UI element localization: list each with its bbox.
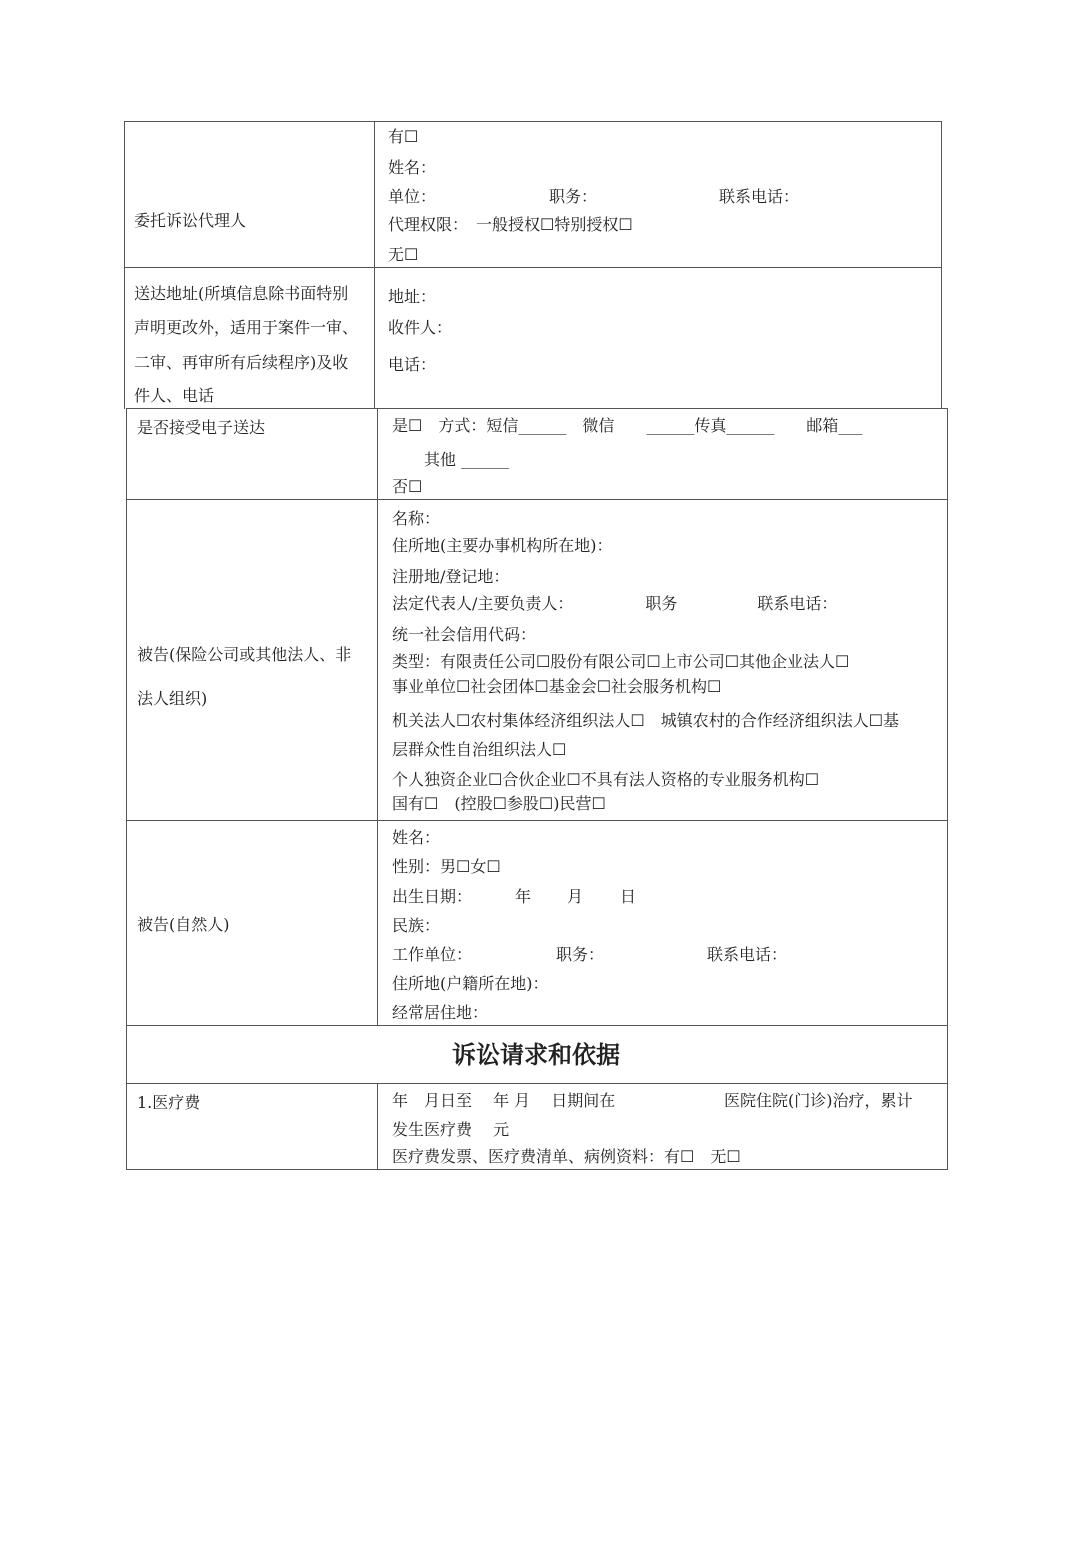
agent-none-checkbox[interactable]: 无☐ bbox=[388, 245, 419, 264]
org-name-field[interactable]: 名称： bbox=[392, 509, 441, 528]
address-phone-field[interactable]: 电话： bbox=[388, 355, 437, 374]
org-type-options[interactable]: 层群众性自治组织法人☐ bbox=[392, 740, 567, 759]
defendant-person-label: 被告(自然人) bbox=[137, 915, 230, 934]
birth-month-label: 月 bbox=[567, 887, 584, 906]
border-line bbox=[126, 1083, 948, 1084]
claims-section-title: 诉讼请求和依据 bbox=[452, 1040, 620, 1069]
treatment-period-field[interactable]: 年 月日至 年 月 日期间在 bbox=[392, 1091, 616, 1110]
agent-authority-options[interactable]: 代理权限： 一般授权☐特别授权☐ bbox=[388, 215, 633, 234]
org-type-options[interactable]: 事业单位☐社会团体☐基金会☐社会服务机构☐ bbox=[392, 677, 722, 696]
person-ethnicity-field[interactable]: 民族： bbox=[392, 916, 441, 935]
agent-has-checkbox[interactable]: 有☐ bbox=[388, 127, 419, 146]
person-workplace-field[interactable]: 工作单位： bbox=[392, 945, 473, 964]
hospital-treatment-text: 医院住院(门诊)治疗，累计 bbox=[724, 1091, 913, 1110]
border-line bbox=[941, 121, 942, 409]
medical-documents-options[interactable]: 医疗费发票、医疗费清单、病例资料：有☐ 无☐ bbox=[392, 1147, 741, 1166]
border-line bbox=[126, 499, 948, 500]
org-registration-field[interactable]: 注册地/登记地： bbox=[392, 567, 510, 586]
service-address-label-line: 声明更改外，适用于案件一审、 bbox=[134, 318, 359, 337]
service-address-label-line: 件人、电话 bbox=[134, 386, 215, 405]
border-line bbox=[377, 1083, 378, 1170]
person-phone-field[interactable]: 联系电话： bbox=[707, 945, 788, 964]
border-line bbox=[126, 1169, 948, 1170]
border-line bbox=[126, 408, 948, 409]
org-type-options[interactable]: 机关法人☐农村集体经济组织法人☐ 城镇农村的合作经济组织法人☐基 bbox=[392, 711, 900, 730]
border-line bbox=[126, 1025, 948, 1026]
border-line bbox=[126, 820, 948, 821]
border-line bbox=[124, 267, 942, 268]
service-address-label-line: 二审、再审所有后续程序)及收 bbox=[134, 353, 349, 372]
medical-cost-field[interactable]: 发生医疗费 元 bbox=[392, 1120, 510, 1139]
person-name-field[interactable]: 姓名： bbox=[392, 828, 441, 847]
e-service-other[interactable]: 其他 ______ bbox=[424, 450, 510, 469]
person-habitual-residence-field[interactable]: 经常居住地： bbox=[392, 1003, 489, 1022]
e-service-methods[interactable]: 是☐ 方式：短信______ 微信 ______传真______ 邮箱___ bbox=[392, 416, 863, 435]
org-type-options[interactable]: 类型：有限责任公司☐股份有限公司☐上市公司☐其他企业法人☐ bbox=[392, 652, 850, 671]
agent-unit-field[interactable]: 单位： bbox=[388, 187, 437, 206]
person-residence-field[interactable]: 住所地(户籍所在地)： bbox=[392, 974, 549, 993]
agent-label: 委托诉讼代理人 bbox=[134, 211, 247, 230]
border-line bbox=[124, 121, 125, 409]
org-representative-field[interactable]: 法定代表人/主要负责人： 职务 联系电话： bbox=[392, 594, 838, 613]
service-address-label-line: 送达地址(所填信息除书面特别 bbox=[134, 284, 349, 303]
address-field[interactable]: 地址： bbox=[388, 287, 437, 306]
border-line bbox=[124, 121, 942, 122]
defendant-org-label-line: 被告(保险公司或其他法人、非 bbox=[137, 645, 352, 664]
person-gender-options[interactable]: 性别：男☐女☐ bbox=[392, 857, 501, 876]
border-line bbox=[374, 121, 375, 409]
agent-phone-field[interactable]: 联系电话： bbox=[719, 187, 800, 206]
person-position-field[interactable]: 职务： bbox=[556, 945, 605, 964]
org-ownership-options[interactable]: 国有☐ (控股☐参股☐)民营☐ bbox=[392, 794, 606, 813]
birth-day-label: 日 bbox=[620, 887, 637, 906]
defendant-org-label-line: 法人组织) bbox=[137, 689, 208, 708]
org-type-options[interactable]: 个人独资企业☐合伙企业☐不具有法人资格的专业服务机构☐ bbox=[392, 770, 820, 789]
agent-name-field[interactable]: 姓名： bbox=[388, 158, 437, 177]
e-service-no-checkbox[interactable]: 否☐ bbox=[392, 477, 423, 496]
medical-expense-label: 1.医疗费 bbox=[137, 1093, 201, 1112]
birth-year-label: 年 bbox=[515, 887, 532, 906]
e-service-label: 是否接受电子送达 bbox=[137, 418, 266, 437]
person-birth-field[interactable]: 出生日期： bbox=[392, 887, 473, 906]
recipient-field[interactable]: 收件人： bbox=[388, 318, 453, 337]
org-domicile-field[interactable]: 住所地(主要办事机构所在地)： bbox=[392, 536, 613, 555]
border-line bbox=[377, 408, 378, 1026]
agent-position-field[interactable]: 职务： bbox=[549, 187, 598, 206]
org-credit-code-field[interactable]: 统一社会信用代码： bbox=[392, 625, 537, 644]
